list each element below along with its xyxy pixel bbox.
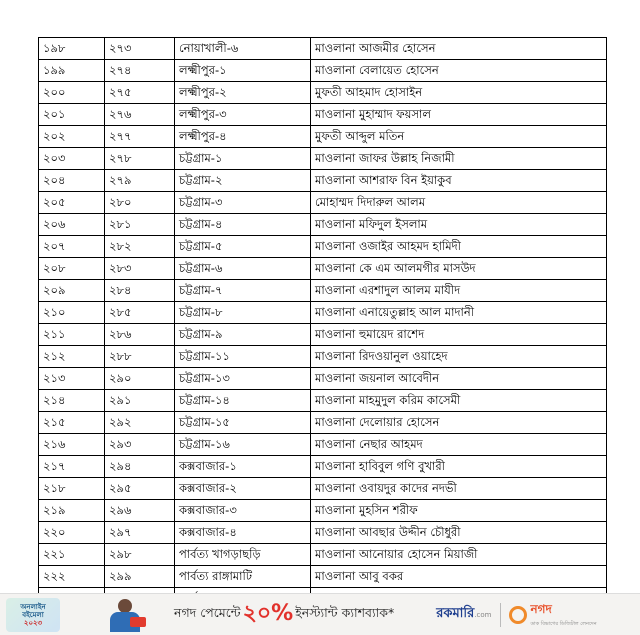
nagad-name: নগদ xyxy=(530,601,552,616)
constituency-number-cell: ২৮১ xyxy=(105,214,175,236)
cashback-offer-text xyxy=(174,596,394,633)
candidate-name-cell: মাওলানা আনোয়ার হোসেন মিয়াজী xyxy=(311,544,607,566)
constituency-number-cell: ২৭৫ xyxy=(105,82,175,104)
serial-number-cell: ২১৮ xyxy=(39,478,105,500)
table-row xyxy=(39,60,607,82)
table-row xyxy=(39,38,607,60)
book-fair-promo-badge xyxy=(6,598,60,632)
constituency-number-cell: ২৯১ xyxy=(105,390,175,412)
table-row xyxy=(39,170,607,192)
constituency-number-cell: ২৯০ xyxy=(105,368,175,390)
constituency-name-cell: লক্ষ্মীপুর-৪ xyxy=(175,126,311,148)
constituency-number-cell: ২৭৯ xyxy=(105,170,175,192)
table-row xyxy=(39,544,607,566)
table-row xyxy=(39,192,607,214)
candidate-name-cell: মাওলানা আজমীর হোসেন xyxy=(311,38,607,60)
table-row xyxy=(39,368,607,390)
promo-line-1: অনলাইন xyxy=(20,602,46,611)
serial-number-cell: ২১৪ xyxy=(39,390,105,412)
constituency-name-cell: চট্টগ্রাম-৮ xyxy=(175,302,311,324)
rokomari-logo xyxy=(436,604,491,625)
constituency-name-cell: লক্ষ্মীপুর-২ xyxy=(175,82,311,104)
serial-number-cell: ২১৫ xyxy=(39,412,105,434)
table-row xyxy=(39,456,607,478)
table-row xyxy=(39,324,607,346)
table-row xyxy=(39,412,607,434)
person-with-phone-illustration-icon xyxy=(100,597,152,633)
candidate-name-cell: মাওলানা রিদওয়ানুল ওয়াহেদ xyxy=(311,346,607,368)
serial-number-cell: ২১৩ xyxy=(39,368,105,390)
table-row xyxy=(39,390,607,412)
constituency-name-cell: চট্টগ্রাম-৩ xyxy=(175,192,311,214)
serial-number-cell: ২১৯ xyxy=(39,500,105,522)
table-row xyxy=(39,566,607,588)
constituency-name-cell: কক্সবাজার-১ xyxy=(175,456,311,478)
candidate-name-cell: মুফতী আহমাদ হোসাইন xyxy=(311,82,607,104)
candidate-name-cell: মাওলানা আশরাফ বিন ইয়াকুব xyxy=(311,170,607,192)
constituency-number-cell: ২৭৪ xyxy=(105,60,175,82)
candidate-name-cell: মাওলানা মুহসিন শরীফ xyxy=(311,500,607,522)
table-row xyxy=(39,82,607,104)
constituency-number-cell: ২৮৫ xyxy=(105,302,175,324)
table-row xyxy=(39,346,607,368)
constituency-name-cell: চট্টগ্রাম-৭ xyxy=(175,280,311,302)
candidate-name-cell: মাওলানা জয়নাল আবেদীন xyxy=(311,368,607,390)
constituency-number-cell: ২৭৮ xyxy=(105,148,175,170)
candidate-name-cell: মাওলানা আবু বকর xyxy=(311,566,607,588)
constituency-name-cell: চট্টগ্রাম-১৪ xyxy=(175,390,311,412)
candidate-name-cell: মাওলানা জাফর উল্লাহ নিজামী xyxy=(311,148,607,170)
constituency-name-cell: চট্টগ্রাম-১৫ xyxy=(175,412,311,434)
serial-number-cell: ২১৭ xyxy=(39,456,105,478)
serial-number-cell: ২১৬ xyxy=(39,434,105,456)
serial-number-cell: ২০৯ xyxy=(39,280,105,302)
candidate-name-cell: মোহাম্মদ দিদারুল আলম xyxy=(311,192,607,214)
table-row xyxy=(39,280,607,302)
nagad-subtitle: ডাক বিভাগের ডিজিটাল লেনদেন xyxy=(530,620,597,627)
constituency-number-cell: ২৯৬ xyxy=(105,500,175,522)
candidate-name-cell: মাওলানা মাহমুদুল করিম কাসেমী xyxy=(311,390,607,412)
candidate-name-cell: মাওলানা কে এম আলমগীর মাসউদ xyxy=(311,258,607,280)
candidate-name-cell: মাওলানা বেলায়েত হোসেন xyxy=(311,60,607,82)
table-row xyxy=(39,302,607,324)
candidate-name-cell: মাওলানা এনায়েতুল্লাহ আল মাদানী xyxy=(311,302,607,324)
serial-number-cell: ২২১ xyxy=(39,544,105,566)
constituency-name-cell: লক্ষ্মীপুর-৩ xyxy=(175,104,311,126)
constituency-number-cell: ২৭৭ xyxy=(105,126,175,148)
nagad-logo-icon xyxy=(509,606,527,624)
table-row xyxy=(39,500,607,522)
serial-number-cell: ২০৬ xyxy=(39,214,105,236)
candidate-name-cell: মুফতী আব্দুল মতিন xyxy=(311,126,607,148)
constituency-number-cell: ২৯৪ xyxy=(105,456,175,478)
serial-number-cell: ২০৮ xyxy=(39,258,105,280)
table-row xyxy=(39,478,607,500)
candidate-name-cell: মাওলানা মফিদুল ইসলাম xyxy=(311,214,607,236)
constituency-name-cell: চট্টগ্রাম-১৬ xyxy=(175,434,311,456)
table-row xyxy=(39,522,607,544)
constituency-name-cell: কক্সবাজার-৪ xyxy=(175,522,311,544)
constituency-name-cell: চট্টগ্রাম-২ xyxy=(175,170,311,192)
constituency-name-cell: লক্ষ্মীপুর-১ xyxy=(175,60,311,82)
constituency-name-cell: চট্টগ্রাম-৬ xyxy=(175,258,311,280)
serial-number-cell: ২১১ xyxy=(39,324,105,346)
candidate-name-cell: মাওলানা ওবায়দুর কাদের নদভী xyxy=(311,478,607,500)
candidate-name-cell: মাওলানা এরশাদুল আলম মাযীদ xyxy=(311,280,607,302)
constituency-name-cell: কক্সবাজার-৩ xyxy=(175,500,311,522)
candidate-table-body xyxy=(39,38,607,610)
table-row xyxy=(39,104,607,126)
table-row xyxy=(39,434,607,456)
advertisement-banner[interactable] xyxy=(0,593,640,635)
constituency-number-cell: ২৯২ xyxy=(105,412,175,434)
serial-number-cell: ২০৪ xyxy=(39,170,105,192)
candidate-name-cell: মাওলানা হুমায়েদ রাশেদ xyxy=(311,324,607,346)
serial-number-cell: ২০১ xyxy=(39,104,105,126)
constituency-number-cell: ২৮৪ xyxy=(105,280,175,302)
rokomari-name: রকমারি xyxy=(436,606,475,621)
constituency-number-cell: ২৯৮ xyxy=(105,544,175,566)
candidate-table-container xyxy=(38,37,607,610)
serial-number-cell: ২১২ xyxy=(39,346,105,368)
offer-text-after: ইনস্ট্যান্ট ক্যাশব্যাক* xyxy=(295,604,395,620)
table-row xyxy=(39,258,607,280)
table-row xyxy=(39,126,607,148)
constituency-name-cell: নোয়াখালী-৬ xyxy=(175,38,311,60)
serial-number-cell: ২০০ xyxy=(39,82,105,104)
constituency-name-cell: পার্বত্য রাঙ্গামাটি xyxy=(175,566,311,588)
constituency-name-cell: পার্বত্য খাগড়াছড়ি xyxy=(175,544,311,566)
rokomari-suffix: .com xyxy=(474,611,492,619)
table-row xyxy=(39,236,607,258)
candidate-name-cell: মাওলানা নেছার আহমদ xyxy=(311,434,607,456)
table-row xyxy=(39,214,607,236)
constituency-number-cell: ২৯৫ xyxy=(105,478,175,500)
constituency-name-cell: চট্টগ্রাম-৫ xyxy=(175,236,311,258)
constituency-number-cell: ২৭৩ xyxy=(105,38,175,60)
candidate-name-cell: মাওলানা ওজাইর আহমদ হামিদী xyxy=(311,236,607,258)
nagad-logo xyxy=(509,601,597,629)
serial-number-cell: ২০৫ xyxy=(39,192,105,214)
promo-line-2: বইমেলা xyxy=(22,610,44,619)
constituency-name-cell: চট্টগ্রাম-৯ xyxy=(175,324,311,346)
promo-year: ২০২৩ xyxy=(23,618,43,627)
constituency-number-cell: ২৯৩ xyxy=(105,434,175,456)
constituency-number-cell: ২৮৬ xyxy=(105,324,175,346)
candidate-table xyxy=(38,37,607,610)
constituency-name-cell: চট্টগ্রাম-১ xyxy=(175,148,311,170)
candidate-name-cell: মাওলানা মুহাম্মাদ ফয়সাল xyxy=(311,104,607,126)
serial-number-cell: ১৯৮ xyxy=(39,38,105,60)
constituency-name-cell: চট্টগ্রাম-১১ xyxy=(175,346,311,368)
constituency-number-cell: ২৮৩ xyxy=(105,258,175,280)
constituency-number-cell: ২৯৭ xyxy=(105,522,175,544)
serial-number-cell: ২১০ xyxy=(39,302,105,324)
constituency-number-cell: ২৭৬ xyxy=(105,104,175,126)
brand-divider xyxy=(500,603,501,627)
constituency-name-cell: চট্টগ্রাম-১৩ xyxy=(175,368,311,390)
serial-number-cell: ২০৭ xyxy=(39,236,105,258)
candidate-name-cell: মাওলানা হাবিবুল গণি বুখারী xyxy=(311,456,607,478)
serial-number-cell: ২০২ xyxy=(39,126,105,148)
serial-number-cell: ২০৩ xyxy=(39,148,105,170)
serial-number-cell: ২২০ xyxy=(39,522,105,544)
constituency-name-cell: কক্সবাজার-২ xyxy=(175,478,311,500)
constituency-number-cell: ২৯৯ xyxy=(105,566,175,588)
constituency-number-cell: ২৮৮ xyxy=(105,346,175,368)
constituency-number-cell: ২৮২ xyxy=(105,236,175,258)
candidate-name-cell: মাওলানা আবছার উদ্দীন চৌধুরী xyxy=(311,522,607,544)
table-row xyxy=(39,148,607,170)
serial-number-cell: ২২২ xyxy=(39,566,105,588)
constituency-number-cell: ২৮০ xyxy=(105,192,175,214)
offer-percent: ২০% xyxy=(242,601,294,626)
constituency-name-cell: চট্টগ্রাম-৪ xyxy=(175,214,311,236)
offer-text-before: নগদ পেমেন্টে xyxy=(174,604,241,620)
serial-number-cell: ১৯৯ xyxy=(39,60,105,82)
candidate-name-cell: মাওলানা দেলোয়ার হোসেন xyxy=(311,412,607,434)
